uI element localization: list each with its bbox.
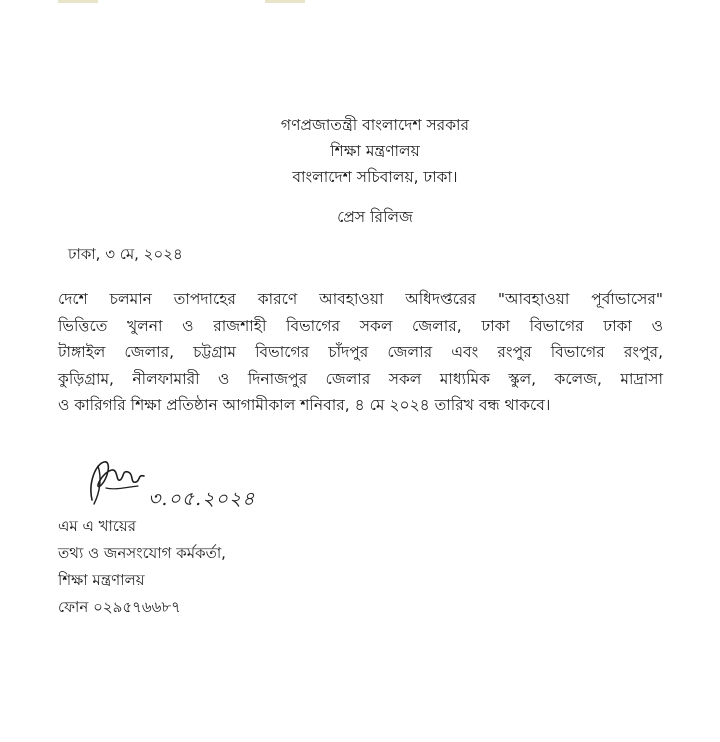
office-address: বাংলাদেশ সচিবালয়, ঢাকা। <box>292 168 458 186</box>
ministry-name: শিক্ষা মন্ত্রণালয় <box>330 142 420 160</box>
press-release-body <box>58 286 663 419</box>
handwritten-date: ৩.০৫.২০২৪ <box>148 488 256 510</box>
document-date: ঢাকা, ৩ মে, ২০২৪ <box>68 245 183 263</box>
body-line: ও কারিগরি শিক্ষা প্রতিষ্ঠান আগামীকাল শনিবার, ৪ মে ২০২৪ তারিখ বন্ধ থাকবে। <box>58 396 551 414</box>
body-line: দেশে চলমান তাপদাহের কারণে আবহাওয়া অধিদপ্তরের "আবহাওয়া পূর্বাভাসের" <box>58 290 663 308</box>
signatory-block <box>58 513 226 621</box>
body-line: টাঙ্গাইল জেলার, চট্টগ্রাম বিভাগের চাঁদপুর জেলার এবং রংপুর বিভাগের রংপুর, <box>58 343 663 361</box>
signature-area <box>78 452 308 522</box>
scan-artifact-left <box>58 0 98 3</box>
body-line: ভিত্তিতে খুলনা ও রাজশাহী বিভাগের সকল জেলার, ঢাকা বিভাগের ঢাকা ও <box>58 316 663 335</box>
signatory-name: এম এ খায়ের <box>58 517 137 535</box>
letterhead <box>200 112 550 190</box>
document-title: প্রেস রিলিজ <box>337 208 413 226</box>
body-line: কুড়িগ্রাম, নীলফামারী ও দিনাজপুর জেলার সকল মাধ্যমিক স্কুল, কলেজ, মাদ্রাসা <box>58 369 663 388</box>
signatory-phone: ফোন ০২৯৫৭৬৬৮৭ <box>58 598 181 616</box>
signatory-ministry: শিক্ষা মন্ত্রণালয় <box>58 571 145 589</box>
government-name: গণপ্রজাতন্ত্রী বাংলাদেশ সরকার <box>280 116 470 134</box>
scan-artifact-right <box>265 0 305 3</box>
signatory-designation: তথ্য ও জনসংযোগ কর্মকর্তা, <box>58 544 226 562</box>
handwritten-signature <box>78 452 158 512</box>
